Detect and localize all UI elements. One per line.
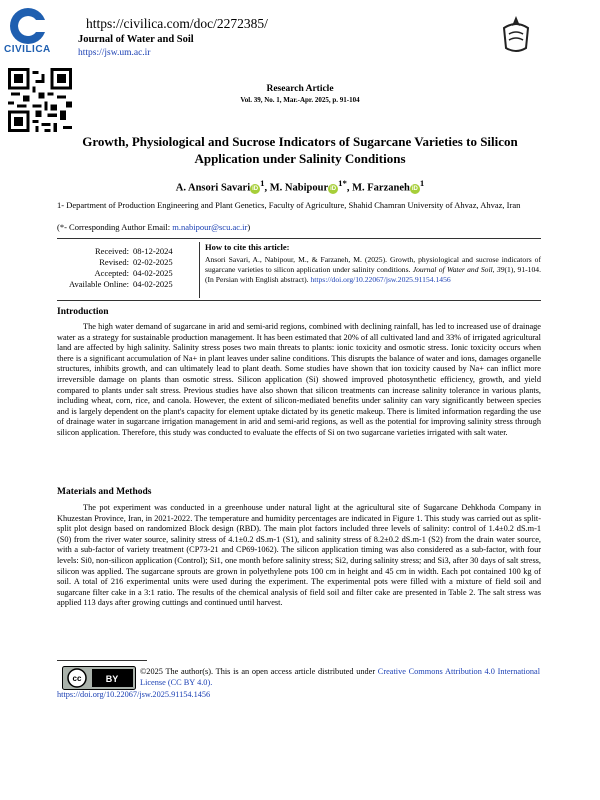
date-value: 04-02-2025 [133, 268, 173, 278]
footnote-divider [57, 660, 147, 661]
date-value: 08-12-2024 [133, 246, 173, 256]
article-dates [57, 246, 183, 290]
article-title: Growth, Physiological and Sucrose Indicators of Sugarcane Varieties to Silicon Application under Salinity Conditions [82, 134, 518, 166]
license-link[interactable]: Creative Commons Attribution 4.0 International License (CC BY 4.0). [140, 667, 541, 687]
divider-vertical [199, 242, 200, 298]
author-name: M. Nabipour [269, 182, 329, 194]
journal-name: Journal of Water and Soil [78, 34, 194, 45]
author-sup: 1 [419, 178, 425, 188]
introduction-heading: Introduction [57, 307, 109, 317]
orcid-icon[interactable]: iD [330, 185, 337, 192]
article-type: Research Article [266, 84, 334, 94]
volume-line: Vol. 39, No. 1, Mar.-Apr. 2025, p. 91-104 [240, 96, 360, 104]
license-text [140, 666, 540, 688]
author-sup: 1* [338, 178, 347, 188]
methods-body [57, 503, 541, 609]
corresponding-suffix: ) [247, 222, 251, 232]
methods-heading: Materials and Methods [57, 487, 152, 497]
date-label: Received: [95, 246, 129, 256]
cc-badge-text: cc [72, 674, 82, 683]
affiliation: 1- Department of Production Engineering and Plant Genetics, Faculty of Agriculture, Shahid Chamran University of Ahvaz, Ahvaz, Iran [57, 200, 521, 210]
date-row [57, 268, 183, 279]
citation-box [205, 242, 541, 285]
civilica-label: CIVILICA [4, 44, 51, 55]
citation-text-a: Ansori Savari, A., Nabipour, M., & Farzaneh, M. (2025). Growth, physiological and sucrose indicators of sugarcane varieties to silicon application under salinity conditions. [205, 255, 541, 274]
date-label: Available Online: [68, 279, 129, 289]
civilica-logo-icon [6, 6, 56, 48]
introduction-body [57, 322, 541, 439]
orcid-icon[interactable]: iD [411, 185, 418, 192]
date-label: Accepted: [94, 268, 129, 278]
date-value: 02-02-2025 [133, 257, 173, 267]
date-row [57, 257, 183, 268]
license-prefix: ©2025 The author(s). This is an open access article distributed under [140, 667, 378, 676]
date-value: 04-02-2025 [133, 279, 173, 289]
svg-text:BY: BY [105, 674, 119, 684]
author-name: A. Ansori Savari [175, 182, 251, 194]
author-name: M. Farzaneh [352, 182, 410, 194]
corresponding-email-link[interactable]: m.nabipour@scu.ac.ir [172, 222, 248, 232]
corresponding-author [57, 222, 250, 232]
cc-by-license-icon[interactable] [62, 666, 136, 690]
footer-doi-link[interactable]: https://doi.org/10.22067/jsw.2025.91154.1456 [57, 690, 211, 699]
citation-doi-link[interactable]: https://doi.org/10.22067/jsw.2025.91154.1456 [310, 275, 451, 284]
date-row [57, 246, 183, 257]
citation-text-b: (1), 91-104. (In Persian with English abstract). [205, 265, 541, 284]
divider-top [57, 238, 541, 239]
document-url[interactable]: https://civilica.com/doc/2272385/ [86, 16, 268, 31]
author-list: A. Ansori Savari $iD^1$, M. Nabipour $iD^{1*}$, M. Farzaneh $iD^1$ [175, 178, 425, 194]
university-emblem-icon [498, 12, 534, 56]
journal-url-link[interactable]: https://jsw.um.ac.ir [78, 48, 151, 58]
orcid-icon[interactable]: iD [252, 185, 259, 192]
corresponding-prefix: (*- Corresponding Author Email: [57, 222, 173, 232]
citation-heading: How to cite this article: [205, 242, 290, 252]
introduction-paragraph: The high water demand of sugarcane in arid and semi-arid regions, combined with declining rainfall, has led to increased use of drainage water as a strategy for sustainable production management. It has been estimated that 20% of all cultivated land and 33% of irrigated agricultural land are affected by high salinity. Salinity stress poses two main threats to plants: ionic toxicity and osmotic stress. Ionic toxicity occurs when there is a significant accumulation of Na+ in plant leaves under saline conditions. This disrupts the balance of water and ions, damages organelle structures, inhibits growth, and can ultimately lead to plant death. Some studies have shown that ion toxicity caused by Na+ can inflict more irreversible damage on plants than osmotic stress. Silicon application (Si) showed improved photosynthetic efficiency, growth, and yield compared to plants under salt stress. Previous studies have also shown that silicon treatments can increase salinity tolerance in various plants, including wheat, corn, rice, and canola. However, the extent of silicon-mediated benefits under salinity can vary significantly between species and is largely dependent on the plant's capacity for element uptake dictated by its genetic makeup. There is limited information regarding the use of drainage water in sugarcane irrigation management in arid and semi-arid regions, as well as the potential for improving salinity stress through silicon application. Therefore, this study was conducted to evaluate the effects of Si on two sugarcane varieties irrigated with salt water. [57, 322, 541, 437]
methods-paragraph: The pot experiment was conducted in a greenhouse under natural light at the agricultural site of Sugarcane Dehkhoda Company in Khuzestan Province, Iran, in 2021-2022. The temperature and humidity percentages are indicated in Figure 1. This study was carried out as split-split plot design based on randomized Block design (RBD). The main plot factors included three levels of salinity: control of 1.4±0.2 dS.m-1 (S0) from the river water source, salinity stress of 4.1±0.2 dS.m-1 (S1), and salinity stress of 8.2±0.2 dS.m-1 (S2) from the drain water source, with a sub-factor of variety treatment (CP73-21 and CP69-1062). The silicon application timing was also considered as a sub-factor, with four levels: Si0, non-silicon application (Control); Si1, one month before salinity stress; Si2, during salinity stress; and Si3, after 30 days of salt stress, silicon was applied. The sugarcane sprouts are grown in polyethylene pots 100 cm in height and 45 cm in width. Each pot contained 100 kg of soil. A total of 216 experimental units were used during the experiment. The experimental pots were filled with a mixture of field soil and sugarcane filter cake in a 3:1 ratio. The results of the chemical analysis of field soil and filter cake are presented in Table 2. The salt stress was applied 113 days after growing cuttings and continued until harvest. [57, 503, 541, 608]
divider-bottom [57, 300, 541, 301]
citation-journal: Journal of Water and Soil, 39 [412, 265, 505, 274]
date-row [57, 279, 183, 290]
author-sup: 1 [260, 178, 265, 188]
date-label: Revised: [99, 257, 129, 267]
